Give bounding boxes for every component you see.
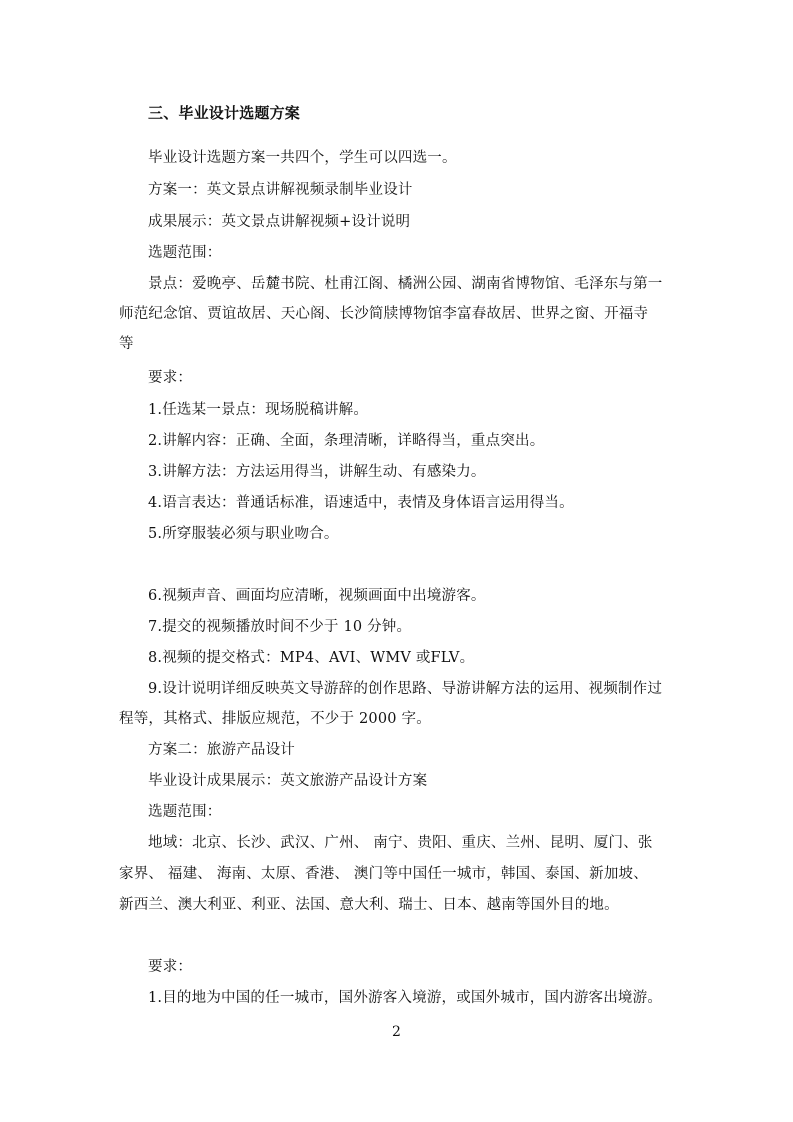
plan1-requirement: 8.视频的提交格式：MP4、AVI、WMV 或FLV。 <box>148 650 475 666</box>
plan1-requirement: 6.视频声音、画面均应清晰，视频画面中出境游客。 <box>148 588 486 604</box>
plan1-requirement: 2.讲解内容：正确、全面，条理清晰，详略得当，重点突出。 <box>148 433 545 449</box>
plan1-requirement: 5.所穿服装必须与职业吻合。 <box>148 526 339 542</box>
intro-paragraph: 毕业设计选题方案一共四个，学生可以四选一。 <box>148 150 457 166</box>
plan1-requirement: 4.语言表达：普通话标准，语速适中，表情及身体语言运用得当。 <box>148 495 574 511</box>
plan1-sites-line: 师范纪念馆、贾谊故居、天心阁、长沙简牍博物馆李富春故居、世界之窗、开福寺 <box>119 306 649 322</box>
plan1-scope-label: 选题范围： <box>148 245 222 261</box>
plan1-requirement: 3.讲解方法：方法运用得当，讲解生动、有感染力。 <box>148 464 486 480</box>
plan1-requirements-label: 要求： <box>148 370 193 386</box>
plan2-scope-label: 选题范围： <box>148 804 222 820</box>
plan1-requirement: 9.设计说明详细反映英文导游辞的创作思路、导游讲解方法的运用、视频制作过 <box>148 681 663 697</box>
plan1-requirement: 程等，其格式、排版应规范，不少于 2000 字。 <box>119 711 431 727</box>
plan1-title: 方案一：英文景点讲解视频录制毕业设计 <box>148 182 413 198</box>
section-heading: 三、毕业设计选题方案 <box>148 104 301 122</box>
plan2-region-line: 地域：北京、长沙、武汉、广州、 南宁、贵阳、重庆、兰州、昆明、厦门、张 <box>148 835 653 851</box>
plan2-region-line: 家界、 福建、 海南、太原、香港、 澳门等中国任一城市，韩国、泰国、新加坡、 <box>119 866 648 882</box>
plan1-sites-line: 等 <box>119 336 134 352</box>
plan1-result: 成果展示：英文景点讲解视频+设计说明 <box>148 214 411 230</box>
plan1-requirement: 7.提交的视频播放时间不少于 10 分钟。 <box>148 619 412 635</box>
plan1-sites-line: 景点：爱晚亭、岳麓书院、杜甫江阁、橘洲公园、湖南省博物馆、毛泽东与第一 <box>148 276 663 292</box>
plan2-title: 方案二：旅游产品设计 <box>148 742 295 758</box>
page-number: 2 <box>392 1024 401 1040</box>
plan2-result: 毕业设计成果展示：英文旅游产品设计方案 <box>148 773 428 789</box>
plan2-requirement: 1.目的地为中国的任一城市，国外游客入境游，或国外城市，国内游客出境游。 <box>148 990 663 1006</box>
plan1-requirement: 1.任选某一景点：现场脱稿讲解。 <box>148 402 369 418</box>
plan2-region-line: 新西兰、澳大利亚、利亚、法国、意大利、瑞士、日本、越南等国外目的地。 <box>119 897 619 913</box>
plan2-requirements-label: 要求： <box>148 959 193 975</box>
